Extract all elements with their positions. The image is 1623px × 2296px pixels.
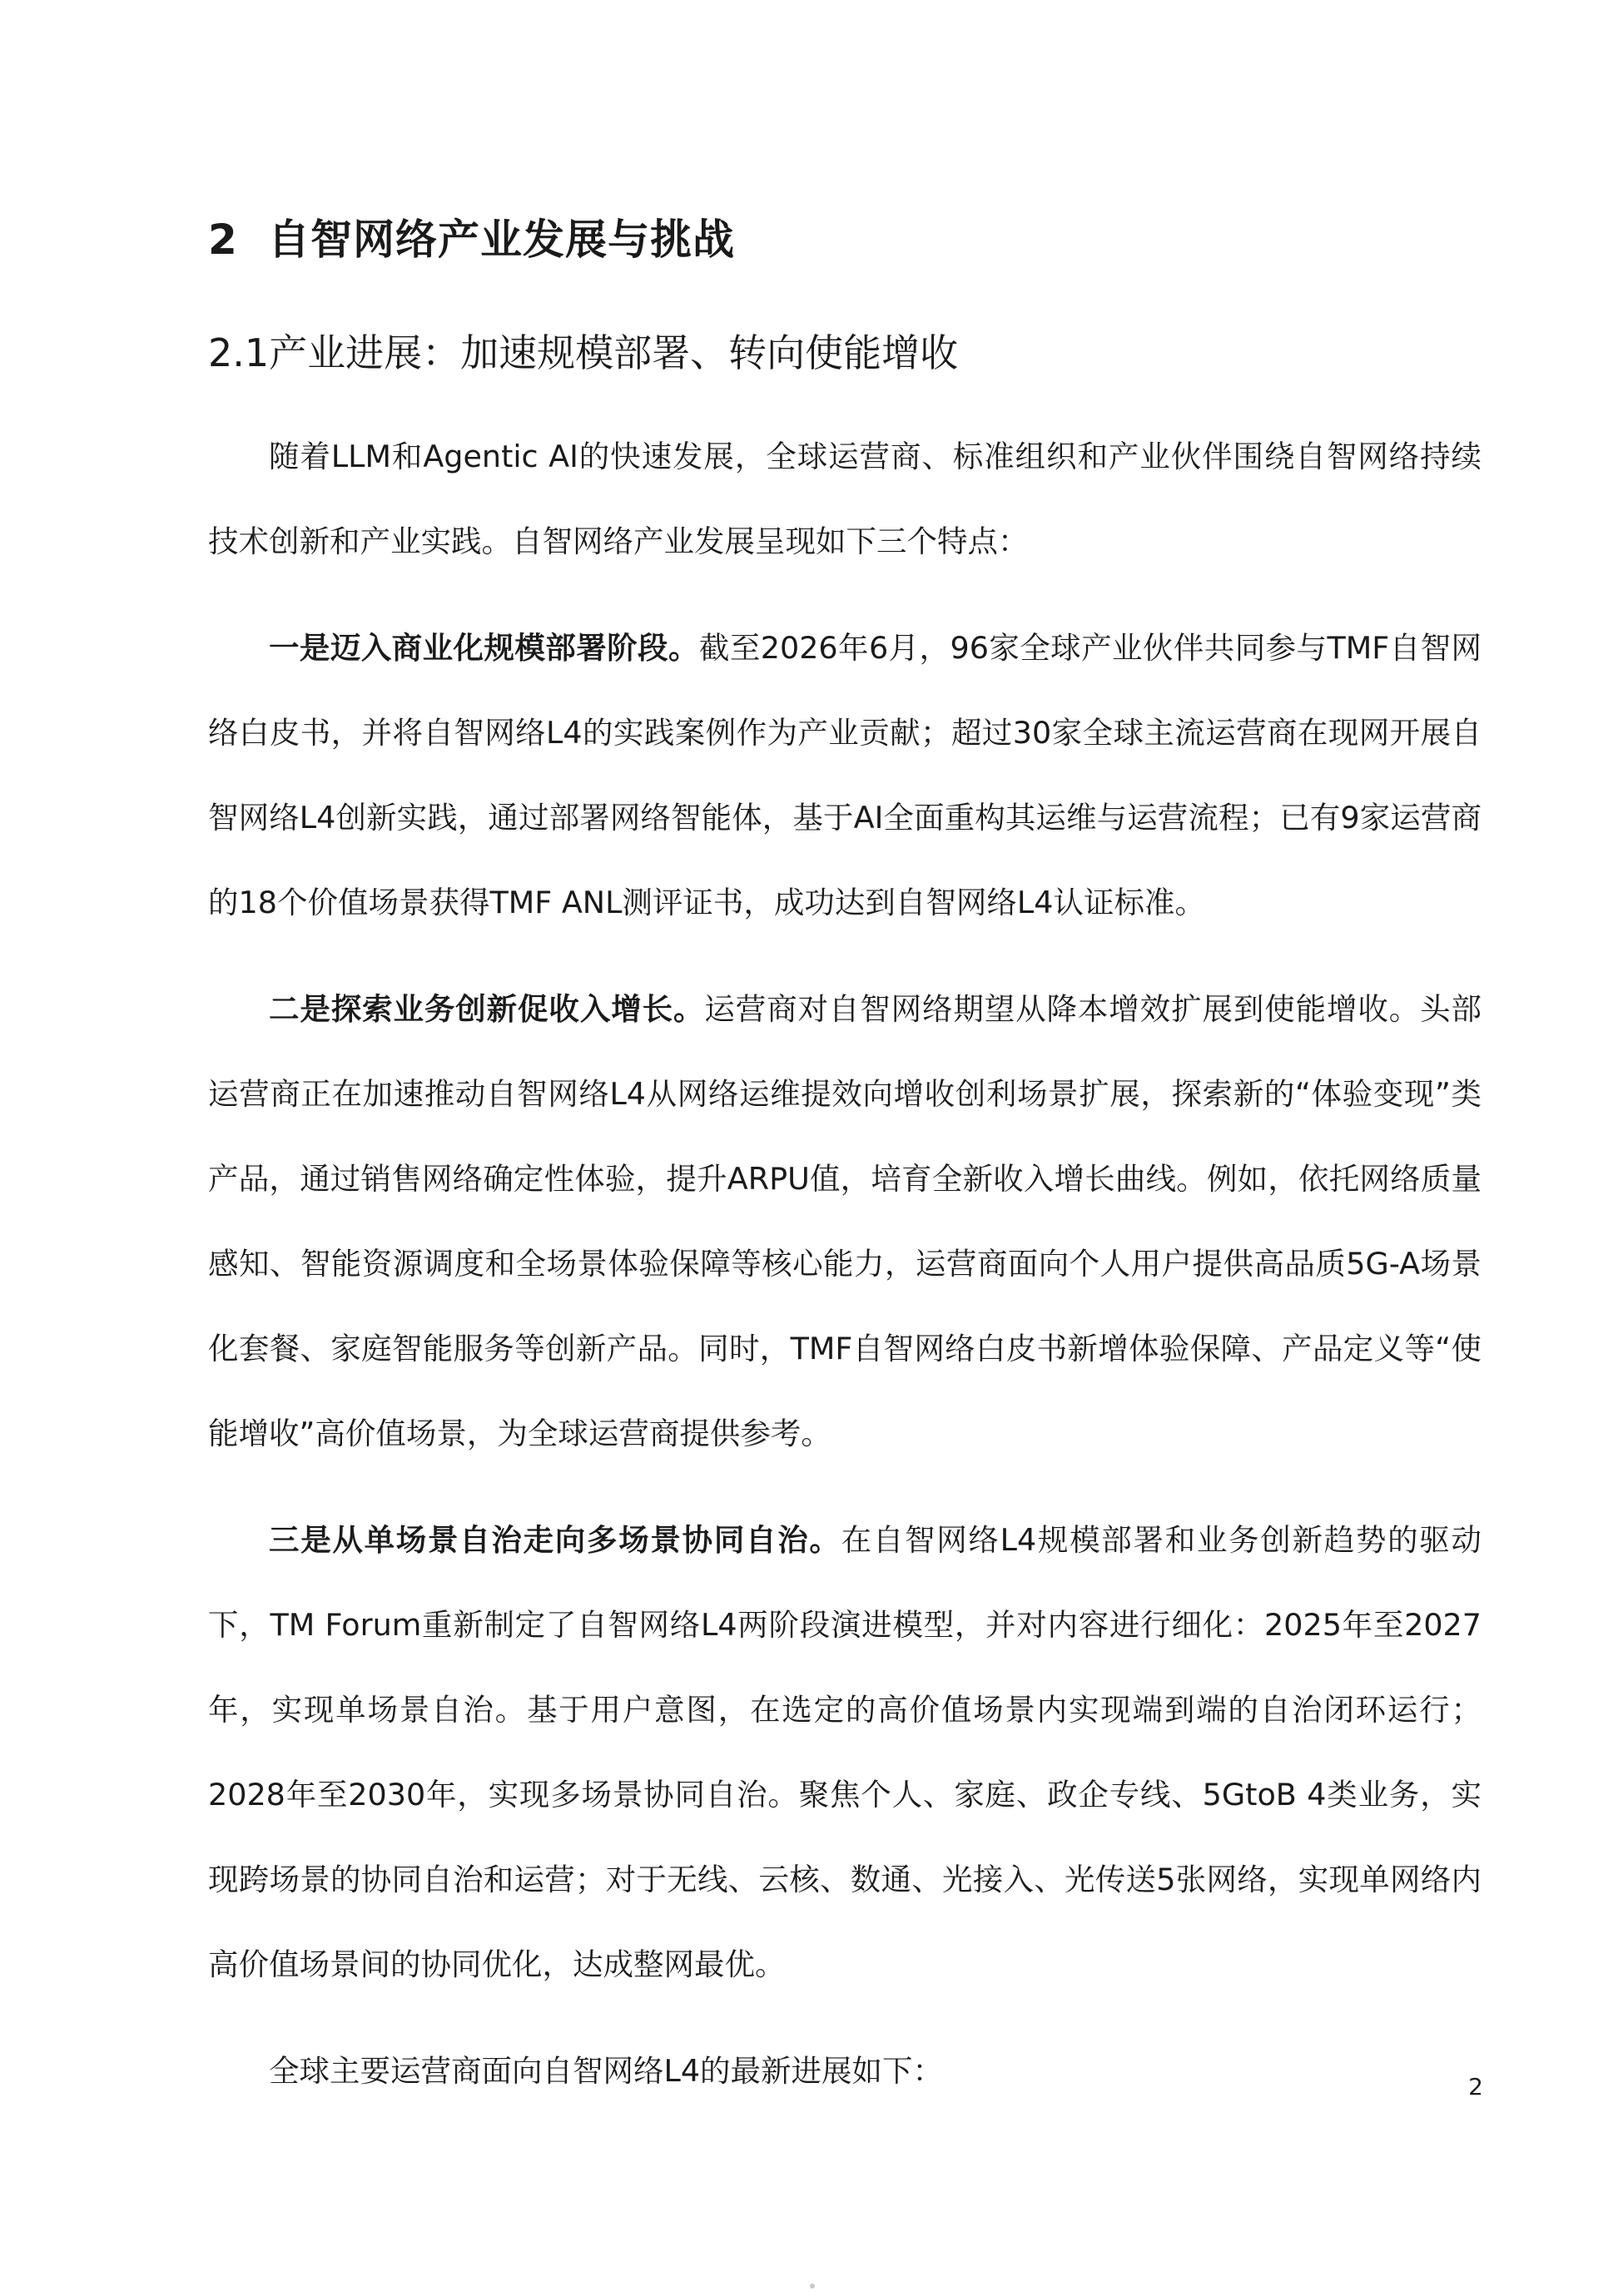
feature-paragraph-1 — [208, 606, 1482, 945]
chapter-title: 自智网络产业发展与挑战 — [268, 216, 735, 264]
feature-paragraph-3 — [208, 1498, 1482, 2007]
intro-paragraph: 随着LLM和Agentic AI的快速发展，全球运营商、标准组织和产业伙伴围绕自智网络持续技术创新和产业实践。自智网络产业发展呈现如下三个特点： — [208, 439, 1482, 559]
feature-2-body: 运营商对自智网络期望从降本增效扩展到使能增收。头部运营商正在加速推动自智网络L4从网络运维提效向增收创利场景扩展，探索新的“体验变现”类产品，通过销售网络确定性体验，提升ARPU值，培育全新收入增长曲线。例如，依托网络质量感知、智能资源调度和全场景体验保障等核心能力，运营商面向个人用户提供高品质5G-A场景化套餐、家庭智能服务等创新产品。同时，TMF自智网络白皮书新增体验保障、产品定义等“使能增收”高价值场景，为全球运营商提供参考。 — [208, 991, 1482, 1451]
feature-3-lead: 三是从单场景自治走向多场景协同自治。 — [269, 1522, 841, 1558]
closing-paragraph: 全球主要运营商面向自智网络L4的最新进展如下： — [269, 2053, 944, 2089]
page-content — [208, 196, 1482, 2114]
feature-1-lead: 一是迈入商业化规模部署阶段。 — [269, 630, 699, 666]
feature-3-body: 在自智网络L4规模部署和业务创新趋势的驱动下，TM Forum重新制定了自智网络L4两阶段演进模型，并对内容进行细化：2025年至2027年，实现单场景自治。基于用户意图，在选定的高价值场景内实现端到端的自治闭环运行；2028年至2030年，实现多场景协同自治。聚焦个人、家庭、政企专线、5GtoB 4类业务，实现跨场景的协同自治和运营；对于无线、云核、数通、光接入、光传送5张网络，实现单网络内高价值场景间的协同优化，达成整网最优。 — [208, 1522, 1482, 1982]
feature-paragraph-2 — [208, 967, 1482, 1476]
chapter-number: 2 — [208, 216, 238, 264]
feature-2-lead: 二是探索业务创新促收入增长。 — [269, 991, 705, 1027]
scroll-indicator-dot — [810, 2284, 815, 2289]
page-number: 2 — [1468, 2073, 1483, 2100]
section-heading: 2.1产业进展：加速规模部署、转向使能增收 — [208, 330, 959, 375]
chapter-heading — [208, 196, 1482, 283]
feature-1-body: 截至2026年6月，96家全球产业伙伴共同参与TMF自智网络白皮书，并将自智网络L4的实践案例作为产业贡献；超过30家全球主流运营商在现网开展自智网络L4创新实践，通过部署网络智能体，基于AI全面重构其运维与运营流程；已有9家运营商的18个价值场景获得TMF ANL测评证书，成功达到自智网络L4认证标准。 — [208, 630, 1482, 920]
